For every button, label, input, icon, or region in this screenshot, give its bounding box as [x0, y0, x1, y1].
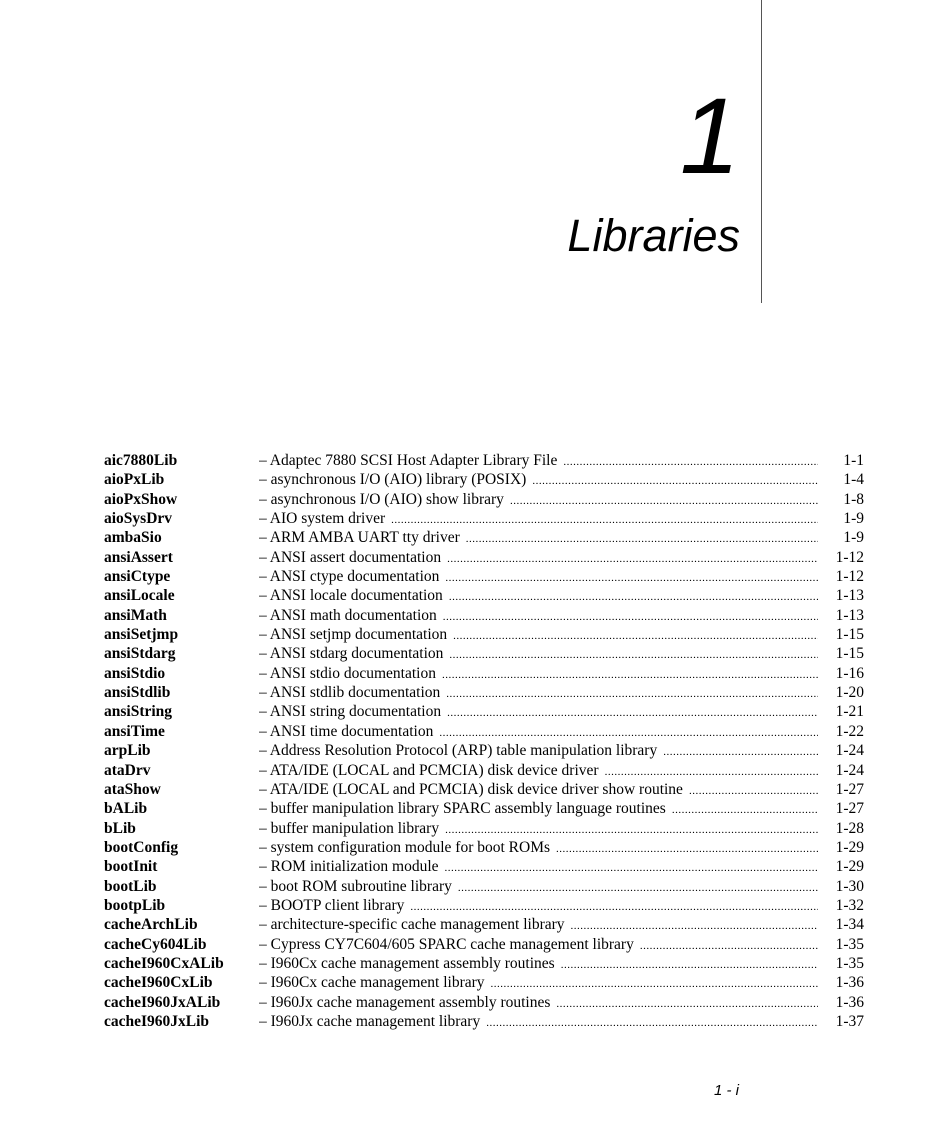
toc-entry-description-line — [259, 1012, 818, 1033]
toc-entry-description-line — [259, 857, 818, 878]
toc-entry — [104, 586, 864, 605]
toc-entry — [104, 973, 864, 992]
toc-entry-description: – BOOTP client library — [259, 896, 405, 914]
toc-entry-description: – Address Resolution Protocol (ARP) table manipulation library — [259, 742, 658, 760]
toc-entry-description: – buffer manipulation library — [259, 819, 440, 837]
toc-entry-name: ansiString — [104, 703, 173, 721]
toc-entry — [104, 490, 864, 509]
toc-entry-description: – AIO system driver — [259, 510, 386, 528]
toc-entry-name: ataDrv — [104, 761, 151, 779]
toc-entry-description: – Cypress CY7C604/605 SPARC cache management library — [259, 935, 634, 953]
toc-entry-description-line — [259, 664, 818, 685]
toc-entry-description: – I960Cx cache management library — [259, 974, 485, 992]
toc-entry — [104, 915, 864, 934]
toc-entry — [104, 664, 864, 683]
toc-entry-description: – ANSI ctype documentation — [259, 568, 440, 586]
toc-entry-page: 1-12 — [835, 548, 864, 566]
toc-entry-description-line — [259, 644, 818, 665]
toc-entry-page: 1-21 — [835, 703, 864, 721]
toc-entry-page: 1-36 — [835, 993, 864, 1011]
toc-entry-name: aioPxLib — [104, 471, 165, 489]
toc-entry-description: – ANSI string documentation — [259, 703, 442, 721]
toc-entry-name: aioSysDrv — [104, 510, 173, 528]
toc-entry-description-line — [259, 954, 818, 975]
toc-entry-description-line — [259, 973, 818, 994]
toc-entry — [104, 993, 864, 1012]
toc-entry — [104, 625, 864, 644]
toc-entry-page: 1-16 — [835, 664, 864, 682]
toc-entry-page: 1-12 — [835, 568, 864, 586]
toc-entry — [104, 470, 864, 489]
toc-entry-description: – system configuration module for boot ROMs — [259, 838, 551, 856]
toc-entry-page: 1-35 — [835, 954, 864, 972]
toc-entry-name: ansiSetjmp — [104, 626, 179, 644]
toc-entry — [104, 780, 864, 799]
toc-entry-name: aic7880Lib — [104, 452, 178, 469]
toc-entry-page: 1-32 — [835, 896, 864, 914]
toc-entry — [104, 567, 864, 586]
toc-entry-name: bootInit — [104, 858, 158, 876]
toc-entry — [104, 877, 864, 896]
toc-entry-description: – ATA/IDE (LOCAL and PCMCIA) disk device driver — [259, 761, 599, 779]
toc-entry-name: bootpLib — [104, 896, 166, 914]
chapter-number: 1 — [679, 75, 740, 196]
toc-entry-name: bALib — [104, 800, 148, 818]
toc-entry-description-line — [259, 548, 818, 569]
toc-entry-description: – ARM AMBA UART tty driver — [259, 529, 460, 547]
toc-entry — [104, 896, 864, 915]
toc-entry — [104, 702, 864, 721]
toc-entry-description: – architecture-specific cache management library — [259, 916, 565, 934]
toc-entry-page: 1-36 — [835, 974, 864, 992]
toc-entry-description: – ATA/IDE (LOCAL and PCMCIA) disk device driver show routine — [259, 780, 683, 798]
toc-entry — [104, 509, 864, 528]
toc-entry-name: ansiMath — [104, 606, 167, 624]
toc-entry-page: 1-13 — [835, 606, 864, 624]
toc-entry-description: – ANSI locale documentation — [259, 587, 443, 605]
page-number: 1 - i — [713, 1082, 739, 1099]
toc-entry-description-line — [259, 896, 818, 917]
toc-entry-description-line — [259, 683, 818, 704]
toc-entry-name: ansiStdlib — [104, 684, 171, 702]
toc-entry-description-line — [259, 838, 818, 859]
toc-entry-page: 1-22 — [835, 722, 864, 740]
toc-entry-description: – Adaptec 7880 SCSI Host Adapter Library File — [259, 452, 558, 469]
toc-entry-name: bootLib — [104, 877, 157, 895]
toc-entry-description: – I960Jx cache management library — [259, 1012, 481, 1030]
toc-entry-description-line — [259, 915, 818, 936]
toc-entry-description-line — [259, 702, 818, 723]
toc-entry-description: – buffer manipulation library SPARC assembly language routines — [259, 800, 666, 818]
toc-entry-description-line — [259, 877, 818, 898]
toc-entry-description-line — [259, 451, 818, 472]
toc-entry-page: 1-37 — [835, 1012, 864, 1030]
toc-entry-name: ansiTime — [104, 722, 165, 740]
toc-entry-description-line — [259, 625, 818, 646]
toc-entry — [104, 528, 864, 547]
toc-entry — [104, 838, 864, 857]
toc-entry-description: – asynchronous I/O (AIO) show library — [259, 490, 504, 508]
toc-entry-description: – ANSI assert documentation — [259, 548, 442, 566]
toc-entry-page: 1-30 — [835, 877, 864, 895]
toc-entry-name: ansiLocale — [104, 587, 175, 605]
toc-entry-description: – ANSI time documentation — [259, 722, 434, 740]
toc-entry-description-line — [259, 606, 818, 627]
toc-entry-name: cacheI960JxALib — [104, 993, 221, 1011]
toc-entry-name: ambaSio — [104, 529, 162, 547]
toc-entry — [104, 606, 864, 625]
toc-entry-name: cacheI960JxLib — [104, 1012, 210, 1030]
toc-entry-page: 1-27 — [835, 800, 864, 818]
toc-entry-page: 1-9 — [843, 529, 864, 547]
toc-entry-page: 1-24 — [835, 761, 864, 779]
toc-entry-description: – ROM initialization module — [259, 858, 439, 876]
toc-entry — [104, 1012, 864, 1031]
toc-entry-description-line — [259, 993, 818, 1014]
toc-entry-name: cacheI960CxLib — [104, 974, 213, 992]
toc-entry — [104, 722, 864, 741]
toc-entry — [104, 761, 864, 780]
toc-entry-page: 1-29 — [835, 838, 864, 856]
toc-entry-description-line — [259, 509, 818, 530]
toc-entry-description: – boot ROM subroutine library — [259, 877, 452, 895]
toc-entry — [104, 741, 864, 760]
toc-entry-page: 1-20 — [835, 684, 864, 702]
toc-entry-description-line — [259, 741, 818, 762]
toc-entry — [104, 935, 864, 954]
toc-entry-description-line — [259, 490, 818, 511]
toc-entry-description: – ANSI stdarg documentation — [259, 645, 444, 663]
toc-entry-description-line — [259, 819, 818, 840]
toc-entry — [104, 451, 864, 470]
chapter-title: Libraries — [567, 210, 740, 261]
toc-entry-description: – I960Jx cache management assembly routines — [259, 993, 551, 1011]
toc-entry-page: 1-28 — [835, 819, 864, 837]
toc-entry-description: – I960Cx cache management assembly routines — [259, 954, 555, 972]
toc-entry-description-line — [259, 780, 818, 801]
toc-entry-description-line — [259, 567, 818, 588]
toc-dot-leader — [486, 1014, 818, 1033]
toc-entry-page: 1-34 — [835, 916, 864, 934]
toc-entry-description: – ANSI setjmp documentation — [259, 626, 448, 644]
toc-entry-description-line — [259, 470, 818, 491]
toc-entry-description-line — [259, 761, 818, 782]
toc-entry-description: – ANSI stdio documentation — [259, 664, 436, 682]
toc-entry-description: – asynchronous I/O (AIO) library (POSIX) — [259, 471, 527, 489]
toc-entry-page: 1-9 — [843, 510, 864, 528]
toc-entry-name: cacheArchLib — [104, 916, 198, 934]
toc-entry-description-line — [259, 586, 818, 607]
vertical-rule — [761, 0, 762, 303]
toc-entry-name: bLib — [104, 819, 136, 837]
toc-entry-page: 1-24 — [835, 742, 864, 760]
toc-entry-name: ansiStdarg — [104, 645, 176, 663]
toc-entry-page: 1-15 — [835, 626, 864, 644]
toc-entry-description: – ANSI math documentation — [259, 606, 437, 624]
toc-entry-page: 1-4 — [843, 471, 864, 489]
toc-entry-description: – ANSI stdlib documentation — [259, 684, 441, 702]
toc-entry-page: 1-35 — [835, 935, 864, 953]
toc-entry-name: cacheI960CxALib — [104, 954, 224, 972]
toc-entry-description-line — [259, 935, 818, 956]
toc-entry-description-line — [259, 722, 818, 743]
table-of-contents — [104, 451, 864, 1031]
toc-entry — [104, 857, 864, 876]
toc-entry-name: ansiCtype — [104, 568, 171, 586]
toc-entry — [104, 819, 864, 838]
toc-entry-name: ataShow — [104, 780, 161, 798]
toc-entry-name: ansiAssert — [104, 548, 173, 566]
toc-entry-name: arpLib — [104, 742, 151, 760]
toc-entry-name: bootConfig — [104, 838, 179, 856]
toc-entry — [104, 799, 864, 818]
toc-entry — [104, 548, 864, 567]
toc-entry-page: 1-27 — [835, 780, 864, 798]
toc-entry — [104, 644, 864, 663]
toc-entry — [104, 683, 864, 702]
toc-entry-name: cacheCy604Lib — [104, 935, 207, 953]
toc-entry — [104, 954, 864, 973]
toc-entry-name: ansiStdio — [104, 664, 166, 682]
toc-entry-page: 1-8 — [843, 490, 864, 508]
toc-entry-description-line — [259, 528, 818, 549]
toc-entry-name: aioPxShow — [104, 490, 178, 508]
toc-entry-page: 1-13 — [835, 587, 864, 605]
toc-entry-page: 1-29 — [835, 858, 864, 876]
toc-entry-page: 1-1 — [843, 452, 864, 469]
toc-entry-description-line — [259, 799, 818, 820]
toc-entry-page: 1-15 — [835, 645, 864, 663]
